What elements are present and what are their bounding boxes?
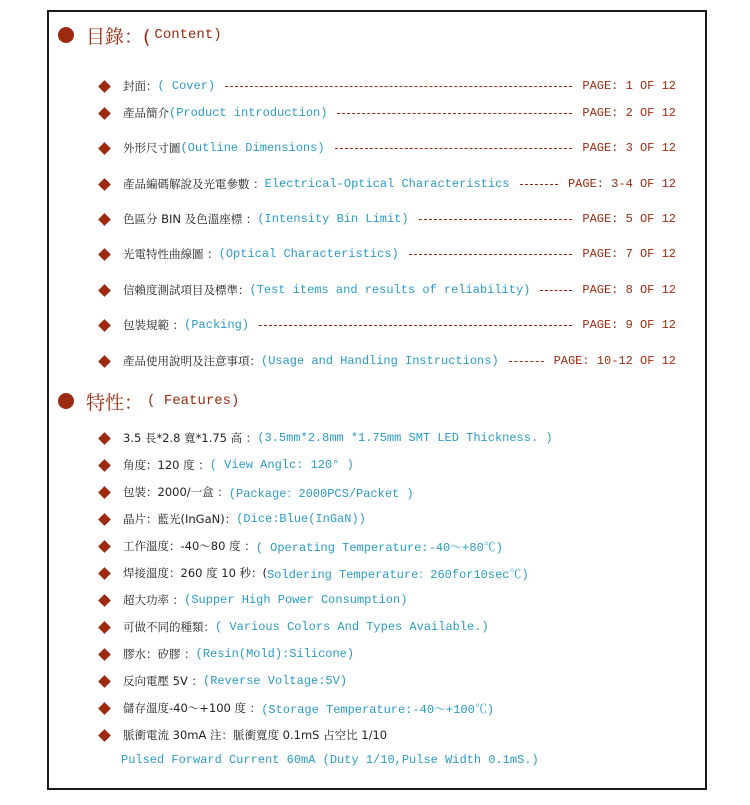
feature-item-en: ( Various Colors And Types Available.): [215, 620, 489, 634]
feature-item-zh: 膠水：矽膠 ：: [123, 647, 196, 661]
diamond-bullet-icon: [98, 594, 111, 607]
feature-item: [98, 672, 347, 690]
leader-line: [540, 290, 572, 291]
toc-item-zh: 包裝規範 ：: [123, 318, 185, 332]
toc-item-zh: 產品編碼解說及光電參數 ：: [123, 177, 265, 191]
feature-item: [98, 564, 529, 582]
feature-item: [98, 456, 354, 474]
feature-item-zh: 包裝：2000/一盒 ：: [123, 485, 229, 499]
toc-item-zh: 產品簡介: [123, 106, 169, 120]
feature-item-en: (Storage Temperature:-40～+100℃): [261, 702, 495, 717]
toc-heading: [58, 22, 222, 48]
feature-item-zh: 超大功率 ：: [123, 593, 185, 607]
section-bullet-icon: [58, 27, 74, 43]
features-heading: [58, 388, 239, 414]
feature-item-en: (Dice:Blue(InGaN)): [236, 512, 366, 526]
leader-line: [259, 325, 572, 326]
feature-item-zh: 可做不同的種類：: [123, 620, 215, 634]
diamond-bullet-icon: [98, 702, 111, 715]
toc-item-page: PAGE: 9 OF 12: [582, 318, 676, 332]
toc-item[interactable]: [98, 104, 676, 122]
toc-item-zh: 產品使用說明及注意事項：: [123, 354, 261, 368]
feature-item: [98, 537, 503, 555]
toc-item-en: (Product introduction): [169, 106, 328, 120]
toc-item-page: PAGE: 10-12 OF 12: [553, 354, 676, 368]
leader-line: [509, 361, 544, 362]
leader-line: [520, 184, 558, 185]
diamond-bullet-icon: [98, 729, 111, 742]
diamond-bullet-icon: [98, 486, 111, 499]
diamond-bullet-icon: [98, 107, 111, 120]
diamond-bullet-icon: [98, 567, 111, 580]
feature-item: [98, 618, 489, 636]
feature-item-en: (Reverse Voltage:5V): [203, 674, 348, 688]
feature-item: [98, 591, 407, 609]
features-title-zh: 特性：: [86, 391, 144, 414]
pulse-note: Pulsed Forward Current 60mA (Duty 1/10,Pulse Width 0.1mS.): [121, 753, 539, 767]
toc-item-page: PAGE: 1 OF 12: [582, 79, 676, 93]
diamond-bullet-icon: [98, 432, 111, 445]
toc-item-page: PAGE: 2 OF 12: [582, 106, 676, 120]
toc-item-zh: 色區分 BIN 及色溫座標 ：: [123, 212, 258, 226]
feature-item: [98, 699, 494, 717]
toc-item[interactable]: [98, 352, 676, 370]
toc-item-en: (Optical Characteristics): [218, 247, 399, 261]
toc-item[interactable]: [98, 281, 676, 299]
toc-title-en: Content): [154, 27, 222, 43]
diamond-bullet-icon: [98, 621, 111, 634]
feature-item-zh: 焊接溫度：260 度 10 秒：(: [123, 566, 268, 580]
diamond-bullet-icon: [98, 648, 111, 661]
feature-item: [98, 429, 553, 447]
toc-item-page: PAGE: 3 OF 12: [582, 141, 676, 155]
diamond-bullet-icon: [98, 355, 111, 368]
toc-item-en: ( Cover): [157, 79, 216, 93]
toc-item[interactable]: [98, 139, 676, 157]
feature-item-zh: 脈衝電流 30mA 注：脈衝寬度 0.1mS 占空比 1/10: [123, 728, 388, 742]
feature-item: [98, 483, 414, 501]
feature-item-zh: 儲存溫度-40～+100 度 ：: [123, 701, 262, 715]
toc-item-en: (Usage and Handling Instructions): [261, 354, 499, 368]
toc-item[interactable]: [98, 245, 676, 263]
diamond-bullet-icon: [98, 80, 111, 93]
toc-item-page: PAGE: 8 OF 12: [582, 283, 676, 297]
feature-item-en: (3.5mm*2.8mm *1.75mm SMT LED Thickness. ): [257, 431, 553, 445]
feature-item-en: (Package：2000PCS/Packet ): [228, 486, 414, 501]
toc-item-en: (Intensity Bin Limit): [257, 212, 409, 226]
diamond-bullet-icon: [98, 284, 111, 297]
toc-item[interactable]: [98, 316, 676, 334]
diamond-bullet-icon: [98, 540, 111, 553]
toc-item-en: (Packing): [184, 318, 249, 332]
toc-item-en: (Outline Dimensions): [180, 141, 325, 155]
diamond-bullet-icon: [98, 513, 111, 526]
feature-item-zh: 角度：120 度 ：: [123, 458, 210, 472]
feature-item: [98, 645, 354, 663]
toc-item-zh: 信賴度測試項目及標準：: [123, 283, 250, 297]
leader-line: [335, 148, 573, 149]
diamond-bullet-icon: [98, 178, 111, 191]
toc-item-zh: 封面：: [123, 79, 158, 93]
features-title-en: ( Features): [147, 393, 240, 409]
toc-item-page: PAGE: 7 OF 12: [582, 247, 676, 261]
leader-line: [337, 113, 572, 114]
toc-item[interactable]: [98, 210, 676, 228]
feature-item: [98, 510, 366, 528]
feature-item-en: (Resin(Mold):Silicone): [195, 647, 355, 661]
section-bullet-icon: [58, 393, 74, 409]
feature-item-en: (Supper High Power Consumption): [184, 593, 408, 607]
diamond-bullet-icon: [98, 319, 111, 332]
feature-item-zh: 反向電壓 5V ：: [123, 674, 203, 688]
diamond-bullet-icon: [98, 142, 111, 155]
diamond-bullet-icon: [98, 213, 111, 226]
toc-item-zh: 外形尺寸圖: [123, 141, 181, 155]
toc-item[interactable]: [98, 77, 676, 95]
feature-item-en: Soldering Temperature：260for10sec℃): [267, 567, 529, 582]
toc-title-zh: 目錄：(: [86, 25, 151, 48]
feature-item-en: ( Operating Temperature:-40～+80℃): [255, 540, 503, 555]
toc-item-page: PAGE: 3-4 OF 12: [567, 177, 676, 191]
feature-item-zh: 3.5 長*2.8 寬*1.75 高 ：: [123, 431, 258, 445]
feature-item: [98, 726, 387, 744]
toc-item-page: PAGE: 5 OF 12: [582, 212, 676, 226]
feature-item-en: ( View Anglc: 120° ): [209, 458, 354, 472]
toc-item-en: Electrical-Optical Characteristics: [264, 177, 510, 191]
diamond-bullet-icon: [98, 459, 111, 472]
leader-line: [419, 219, 573, 220]
diamond-bullet-icon: [98, 248, 111, 261]
toc-item[interactable]: [98, 175, 676, 193]
leader-line: [225, 86, 572, 87]
toc-item-en: (Test items and results of reliability): [249, 283, 531, 297]
toc-item-zh: 光電特性曲線圖 ：: [123, 247, 219, 261]
diamond-bullet-icon: [98, 675, 111, 688]
feature-item-zh: 晶片：藍光(InGaN)：: [123, 512, 237, 526]
leader-line: [409, 254, 573, 255]
feature-item-zh: 工作溫度：-40～80 度 ：: [123, 539, 256, 553]
